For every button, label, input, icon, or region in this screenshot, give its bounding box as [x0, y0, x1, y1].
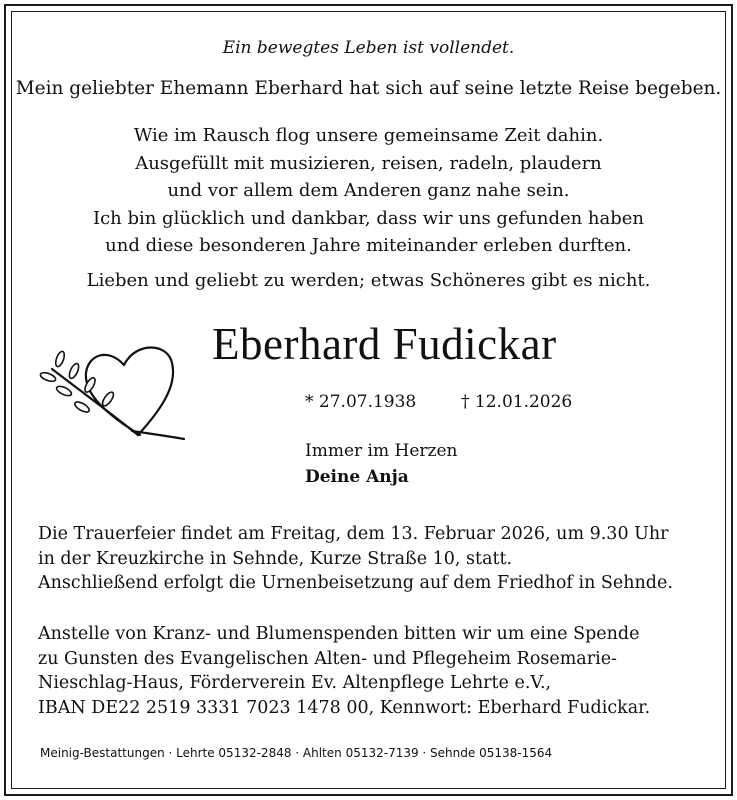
signoff-line: Immer im Herzen	[305, 441, 458, 461]
motto: Ein bewegtes Leben ist vollendet.	[222, 38, 515, 58]
death-date: † 12.01.2026	[461, 392, 573, 412]
funeral-home-contacts: Meinig-Bestattungen · Lehrte 05132-2848 · Ahlten 05132-7139 · Sehnde 05138-1564	[40, 746, 553, 760]
signoff-name: Deine Anja	[305, 467, 409, 487]
ceremony-line: Anschließend erfolgt die Urnenbeisetzung auf dem Friedhof in Sehnde.	[38, 573, 673, 593]
closing-line: Lieben und geliebt zu werden; etwas Schöneres gibt es nicht.	[86, 270, 651, 291]
poem-line: Ich bin glücklich und dankbar, dass wir uns gefunden haben	[92, 207, 645, 229]
poem-line: Wie im Rausch flog unsere gemeinsame Zeit dahin.	[133, 125, 604, 146]
donation-line: IBAN DE22 2519 3331 7023 1478 00, Kennwort: Eberhard Fudickar.	[38, 697, 651, 718]
donation-line: Anstelle von Kranz- und Blumenspenden bitten wir um eine Spende	[38, 624, 640, 644]
intro-text: Mein geliebter Ehemann Eberhard hat sich auf seine letzte Reise begeben.	[15, 78, 722, 99]
birth-date: * 27.07.1938	[305, 392, 417, 412]
donation-info	[38, 622, 650, 720]
ceremony-line: Die Trauerfeier findet am Freitag, dem 13. Februar 2026, um 9.30 Uhr	[38, 524, 669, 544]
heart-with-branch-icon	[38, 335, 188, 443]
poem-line: und vor allem dem Anderen ganz nahe sein.	[167, 180, 570, 201]
deceased-name: Eberhard Fudickar	[212, 319, 557, 369]
donation-line: Nieschlag-Haus, Förderverein Ev. Altenpflege Lehrte e.V.,	[38, 673, 552, 693]
poem-line: Ausgefüllt mit musizieren, reisen, radeln, plaudern	[135, 152, 602, 174]
poem-line: und diese besonderen Jahre miteinander erleben durften.	[105, 235, 632, 256]
donation-line: zu Gunsten des Evangelischen Alten- und Pflegeheim Rosemarie-	[38, 648, 617, 669]
ceremony-line: in der Kreuzkirche in Sehnde, Kurze Straße 10, statt.	[38, 548, 513, 569]
signoff	[305, 438, 458, 490]
poem	[0, 122, 737, 260]
ceremony-info	[38, 522, 673, 596]
